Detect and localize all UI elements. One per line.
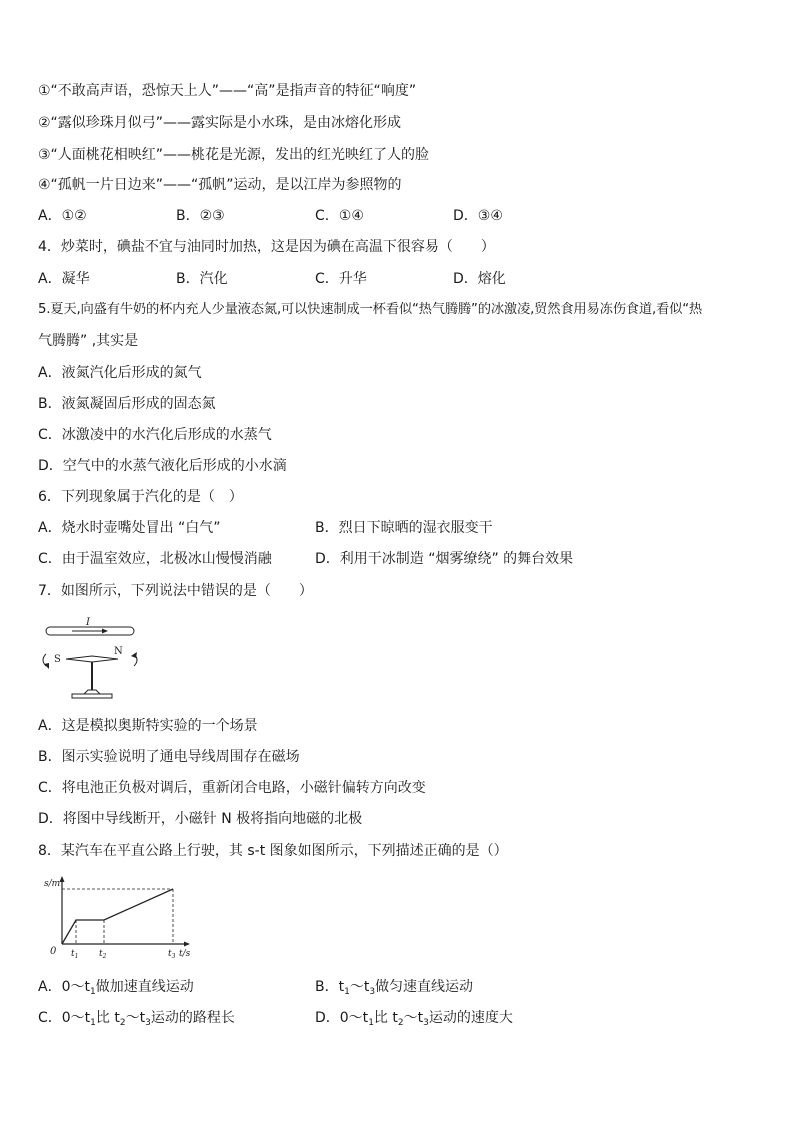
q6-option-c: C．由于温室效应，北极冰山慢慢消融 (38, 551, 272, 567)
current-label: I (86, 617, 90, 628)
q8-option-b-mid: ～t (349, 979, 370, 995)
q8-option-c (38, 1009, 235, 1027)
q7-option-c: C．将电池正负极对调后，重新闭合电路，小磁针偏转方向改变 (38, 780, 426, 796)
q7-option-a: A．这是模拟奥斯特实验的一个场景 (38, 718, 258, 734)
q7-option-b: B．图示实验说明了通电导线周围存在磁场 (38, 749, 300, 765)
q6-option-d: D．利用干冰制造 “烟雾缭绕” 的舞台效果 (315, 551, 574, 567)
q7-option-d: D．将图中导线断开，小磁针 N 极将指向地磁的北极 (38, 811, 363, 827)
q5-stem-line-1: 5.夏天,向盛有牛奶的杯内充人少量液态氮,可以快速制成一杯看似“热气腾腾”的冰激凌,贸然食用易冻伤食道,看似“热 (38, 302, 703, 317)
q4-option-a: A．凝华 (38, 271, 90, 287)
q4-option-c: C．升华 (315, 271, 367, 287)
q8-option-d-sub1: 1 (368, 1018, 374, 1028)
q8-option-c-pre: C．0～t (38, 1010, 91, 1026)
q3-option-d: D．③④ (453, 208, 503, 224)
q8-option-a (38, 978, 194, 996)
q8-option-c-post: 运动的路程长 (150, 1010, 235, 1026)
q6-stem: 6．下列现象属于汽化的是（ ） (38, 489, 243, 505)
q3-statement-1: ①“不敢高声语，恐惊天上人”——“高”是指声音的特征“响度” (38, 83, 417, 99)
q3-statement-2: ②“露似珍珠月似弓”——露实际是小水珠，是由冰熔化形成 (38, 115, 402, 131)
compass-stand-base (72, 694, 112, 698)
origin-label: 0 (50, 946, 57, 957)
q5-option-d: D．空气中的水蒸气液化后形成的小水滴 (38, 458, 287, 474)
q5-option-b: B．液氮凝固后形成的固态氮 (38, 396, 216, 412)
y-axis-arrowhead (60, 876, 65, 882)
q8-option-b (315, 978, 473, 996)
oersted-experiment-figure (36, 614, 146, 704)
q8-option-b-sub1: 1 (344, 987, 350, 997)
south-pole-label: S (54, 654, 61, 665)
q8-stem: 8．某汽车在平直公路上行驶，其 s-t 图象如图所示，下列描述正确的是（） (38, 843, 508, 859)
q5-option-c: C．冰激凌中的水汽化后形成的水蒸气 (38, 427, 272, 443)
q8-option-c-sub2: 2 (119, 1018, 126, 1028)
q4-option-b: B．汽化 (176, 271, 228, 287)
x-axis-label: t/s (179, 949, 191, 959)
q3-statement-3: ③“人面桃花相映红”——桃花是光源，发出的红光映红了人的脸 (38, 147, 430, 163)
t1-tick-label: $t_1$ (71, 949, 79, 960)
q8-option-c-sub3: 3 (145, 1018, 151, 1028)
q8-option-b-post: 做匀速直线运动 (375, 979, 474, 995)
s-t-curve (62, 889, 173, 944)
rotation-arrowhead-right (131, 652, 137, 658)
q8-option-a-pre: A．0～t (38, 979, 90, 995)
q3-statement-4: ④“孤帆一片日边来”——“孤帆”运动，是以江岸为参照物的 (38, 177, 402, 193)
q8-option-c-sub1: 1 (90, 1018, 96, 1028)
magnetic-needle (66, 656, 118, 662)
compass-stand-foot (84, 690, 100, 694)
q3-option-b: B．②③ (176, 208, 225, 224)
q8-option-d-sub2: 2 (397, 1018, 404, 1028)
q5-stem-line-2: 气腾腾” ,其实是 (38, 333, 139, 349)
q8-option-d-post: 运动的速度大 (428, 1010, 513, 1026)
q8-option-d (315, 1009, 513, 1027)
q8-option-b-pre: B．t (315, 979, 345, 995)
q8-option-b-sub2: 3 (369, 987, 376, 997)
q8-option-a-post: 做加速直线运动 (95, 979, 194, 995)
q8-option-d-mid: 比 t (373, 1010, 398, 1026)
q4-stem: 4．炒菜时，碘盐不宜与油同时加热，这是因为碘在高温下很容易（ ） (38, 239, 495, 255)
q4-option-d: D．熔化 (453, 271, 506, 287)
q8-option-d-sub3: 3 (423, 1018, 429, 1028)
q3-option-a: A．①② (38, 208, 87, 224)
q8-option-c-mid: 比 t (95, 1010, 120, 1026)
q8-option-d-pre: D．0～t (315, 1010, 369, 1026)
s-t-graph-figure (40, 872, 200, 962)
q8-option-d-mid2: ～t (403, 1010, 424, 1026)
q8-option-c-mid2: ～t (125, 1010, 146, 1026)
x-axis-arrowhead (184, 942, 190, 947)
north-pole-label: N (114, 646, 123, 657)
rotation-arrowhead-left (44, 663, 49, 669)
q6-option-b: B．烈日下晾晒的湿衣服变干 (315, 520, 493, 536)
t2-tick-label: $t_2$ (99, 949, 107, 960)
q3-option-c: C．①④ (315, 208, 364, 224)
y-axis-label: s/m (44, 879, 61, 889)
t3-tick-label: $t_3$ (168, 949, 176, 960)
q5-option-a: A．液氮汽化后形成的氮气 (38, 365, 202, 381)
q6-option-a: A．烧水时壶嘴处冒出 “白气” (38, 520, 221, 536)
q8-option-a-sub1: 1 (89, 987, 96, 997)
q7-stem: 7．如图所示，下列说法中错误的是（ ） (38, 583, 313, 599)
